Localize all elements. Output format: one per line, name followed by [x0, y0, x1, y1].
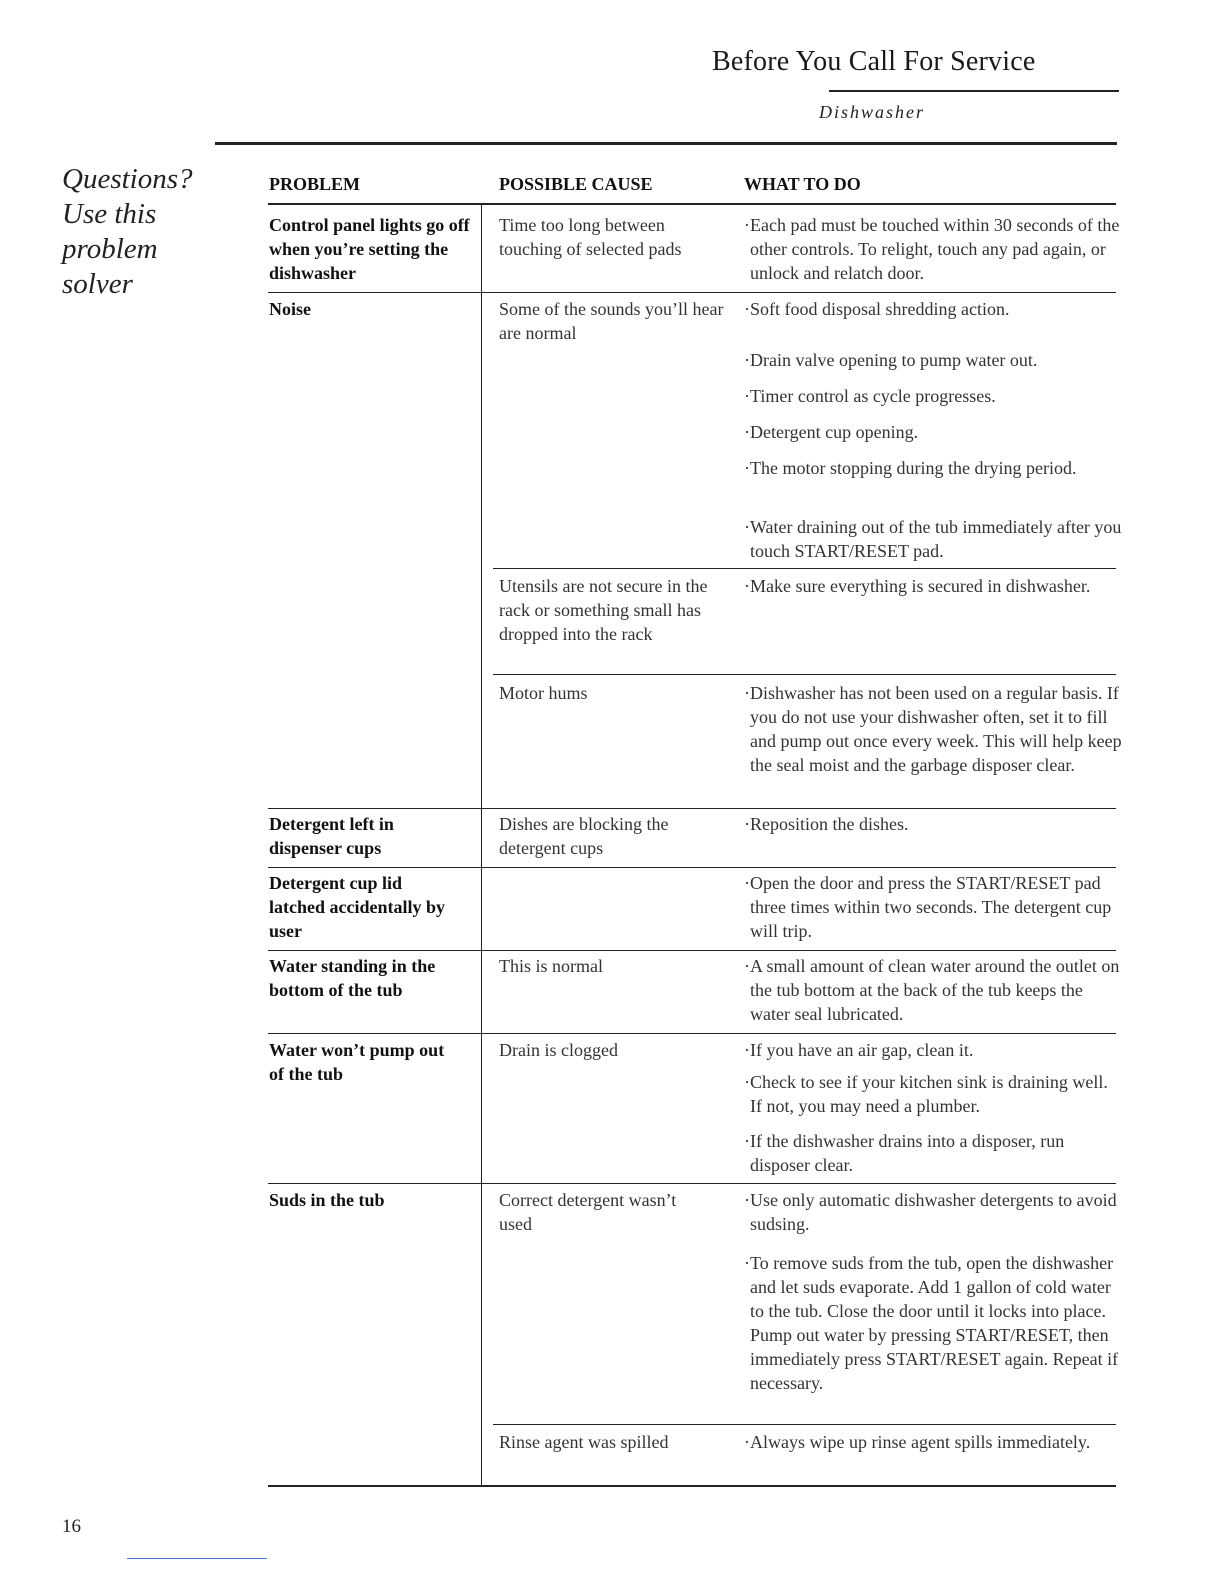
sidebar-line: solver [62, 268, 133, 300]
page-number: 16 [62, 1516, 81, 1537]
sub-row-divider [493, 674, 1116, 675]
todo-item: ·Timer control as cycle progresses. [744, 386, 996, 406]
column-header-cause: POSSIBLE CAUSE [499, 174, 653, 194]
problem-cell: Water won’t pump out of the tub [269, 1040, 445, 1084]
column-header-todo: WHAT TO DO [744, 174, 861, 194]
todo-item: ·Drain valve opening to pump water out. [744, 350, 1038, 370]
todo-item: ·Check to see if your kitchen sink is draining well. If not, you may need a plumber. [744, 1072, 1108, 1116]
cause-cell: Utensils are not secure in the rack or something small has dropped into the rack [499, 576, 708, 644]
sidebar-line: problem [62, 233, 158, 265]
column-header-problem: PROBLEM [269, 174, 361, 194]
cause-cell: Correct detergent wasn’t used [499, 1190, 677, 1234]
header-rule [829, 90, 1119, 92]
todo-item: ·Always wipe up rinse agent spills immediately. [744, 1432, 1091, 1452]
sidebar-heading [62, 162, 193, 302]
row-divider [268, 867, 1116, 868]
problem-cell: Control panel lights go off when you’re setting the dishwasher [269, 215, 470, 283]
problem-cell: Suds in the tub [269, 1190, 385, 1210]
todo-item: ·Use only automatic dishwasher detergents to avoid sudsing. [744, 1190, 1117, 1234]
todo-item: ·Open the door and press the START/RESET pad three times within two seconds. The detergent cup will trip. [744, 873, 1112, 941]
sub-row-divider [493, 568, 1116, 569]
todo-item: ·Dishwasher has not been used on a regular basis. If you do not use your dishwasher often, set it to fill and pump out once every week. This will help keep the seal moist and the garbage disposer clear. [744, 683, 1122, 775]
todo-item: ·Make sure everything is secured in dishwasher. [744, 576, 1091, 596]
cause-cell: Some of the sounds you’ll hear are normal [499, 299, 724, 343]
cause-cell: This is normal [499, 956, 603, 976]
cause-cell: Dishes are blocking the detergent cups [499, 814, 669, 858]
todo-item: ·Water draining out of the tub immediately after you touch START/RESET pad. [744, 517, 1122, 561]
todo-item: ·Reposition the dishes. [744, 814, 909, 834]
problem-cell: Noise [269, 299, 311, 319]
todo-item: ·Each pad must be touched within 30 seconds of the other controls. To relight, touch any pad again, or unlock and relatch door. [744, 215, 1120, 283]
todo-item: ·If you have an air gap, clean it. [744, 1040, 974, 1060]
todo-item: ·Soft food disposal shredding action. [744, 299, 1010, 319]
header-underline [268, 203, 1116, 205]
link-underline [127, 1558, 267, 1559]
cause-cell: Time too long between touching of selected pads [499, 215, 682, 259]
cause-cell: Drain is clogged [499, 1040, 618, 1060]
sidebar-line: Questions? [62, 163, 193, 195]
todo-item: ·The motor stopping during the drying period. [744, 458, 1077, 478]
todo-item: ·A small amount of clean water around the outlet on the tub bottom at the back of the tub keeps the water seal lubricated. [744, 956, 1120, 1024]
todo-item: ·Detergent cup opening. [744, 422, 919, 442]
sub-row-divider [493, 1424, 1116, 1425]
row-divider [268, 1183, 1116, 1184]
header-subtitle: Dishwasher [819, 102, 926, 122]
row-divider [268, 808, 1116, 809]
row-divider [268, 1033, 1116, 1034]
column-divider [481, 205, 482, 1485]
top-rule [215, 142, 1117, 145]
cause-cell: Rinse agent was spilled [499, 1432, 669, 1452]
row-divider [268, 292, 1116, 293]
todo-item: ·To remove suds from the tub, open the dishwasher and let suds evaporate. Add 1 gallon of cold water to the tub. Close the door until it locks into place. Pump out water by pressing START/RESET, then immediately press START/RESET again. Repeat if necessary. [744, 1253, 1119, 1393]
problem-cell: Detergent left in dispenser cups [269, 814, 394, 858]
todo-item: ·If the dishwasher drains into a disposer, run disposer clear. [744, 1131, 1065, 1175]
table-bottom-rule [268, 1485, 1116, 1487]
row-divider [268, 950, 1116, 951]
problem-cell: Water standing in the bottom of the tub [269, 956, 436, 1000]
cause-cell: Motor hums [499, 683, 588, 703]
sidebar-line: Use this [62, 198, 157, 230]
problem-cell: Detergent cup lid latched accidentally by user [269, 873, 445, 941]
header-title: Before You Call For Service [712, 46, 1036, 77]
